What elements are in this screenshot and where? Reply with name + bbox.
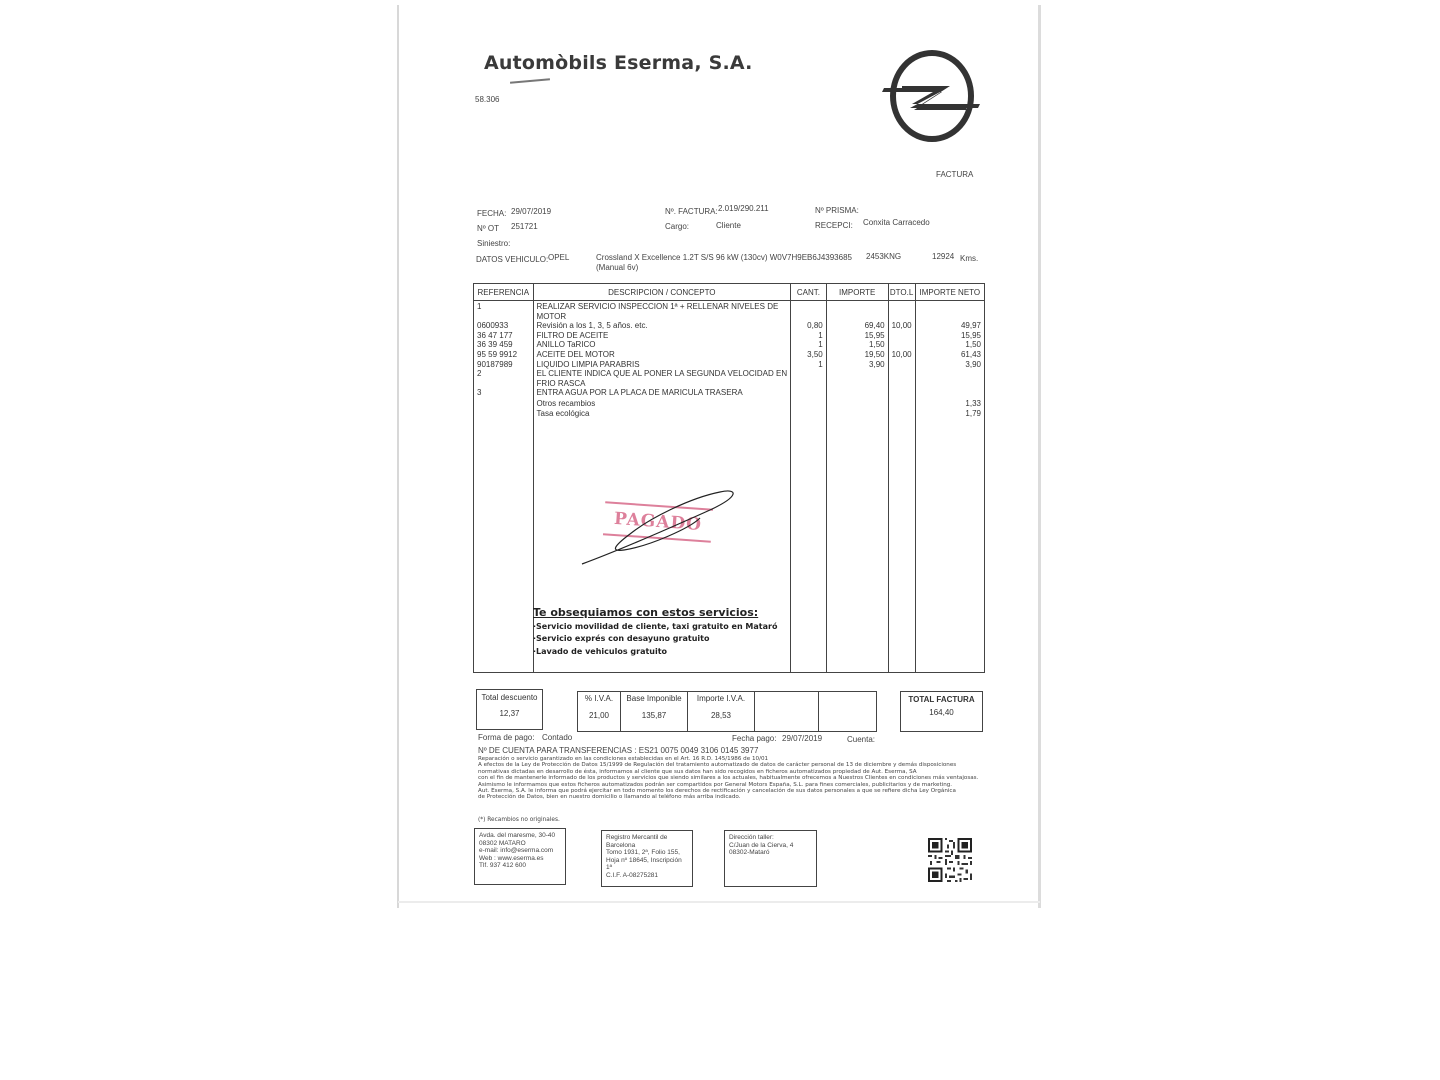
kms-label: Kms. bbox=[960, 254, 979, 263]
cell-desc: ANILLO TaRICO bbox=[536, 340, 596, 350]
fecha-pago-value: 29/07/2019 bbox=[782, 734, 823, 743]
cell-dto bbox=[892, 302, 912, 312]
cell-neto: 1,79 bbox=[965, 408, 981, 418]
cell-desc: ACEITE DEL MOTOR bbox=[536, 349, 615, 359]
cell-neto: 49,97 bbox=[960, 321, 981, 331]
registry-line: Tomo 1931, 2ª, Folio 155, bbox=[606, 849, 680, 857]
cargo-label: Cargo: bbox=[665, 222, 690, 231]
cell-desc: MOTOR bbox=[536, 311, 567, 321]
company-name: Automòbils Eserma, S.A. bbox=[484, 52, 753, 74]
cell-importe: 1,50 bbox=[869, 340, 885, 350]
base-label: Base Imponible bbox=[626, 694, 682, 703]
col-dto: DTO.L bbox=[888, 284, 915, 301]
cell-neto bbox=[919, 379, 981, 389]
iva-box bbox=[577, 691, 877, 732]
cell-desc: FILTRO DE ACEITE bbox=[536, 330, 609, 340]
cell-desc: Tasa ecológica bbox=[536, 408, 590, 418]
total-descuento-value: 12,37 bbox=[499, 709, 520, 718]
cell-ref bbox=[477, 409, 530, 419]
cell-dto bbox=[892, 312, 912, 322]
page-edge-left bbox=[397, 5, 399, 908]
cell-desc: Otros recambios bbox=[536, 398, 596, 408]
promo-item: ·Servicio movilidad de cliente, taxi gratuito en Mataró bbox=[533, 622, 778, 631]
cell-ref: 36 39 459 bbox=[477, 340, 513, 350]
cell-ref: 2 bbox=[477, 369, 482, 379]
vehiculo-label: DATOS VEHICULO: bbox=[476, 255, 549, 264]
iva-importe-cell bbox=[688, 692, 755, 731]
cell-ref: 90187989 bbox=[477, 359, 513, 369]
cell-ref bbox=[477, 312, 530, 322]
cell-ref: 1 bbox=[477, 302, 482, 311]
siniestro-label: Siniestro: bbox=[477, 239, 511, 248]
promo-item: ·Servicio exprés con desayuno gratuito bbox=[533, 634, 710, 643]
address-line: Avda. del maresme, 30-40 bbox=[479, 832, 556, 839]
cell-cant bbox=[794, 302, 823, 312]
legal-line: normativas dictadas en desarrollo de ésta, informamos al cliente que sus datos han sido recogidos en ficheros automatizados propiedad de Aut. Eserma, SA bbox=[478, 768, 917, 775]
cell-desc: LIQUIDO LIMPIA PARABRIS bbox=[536, 359, 640, 369]
total-factura-value: 164,40 bbox=[929, 708, 954, 717]
registry-line: Hoja nº 18645, Inscripción 1ª bbox=[606, 856, 682, 872]
cell-dto: 10,00 bbox=[891, 349, 912, 359]
vehiculo-marca: OPEL bbox=[548, 253, 570, 262]
fecha-value: 29/07/2019 bbox=[511, 207, 552, 216]
address-line: 08302 MATARO bbox=[479, 839, 526, 847]
cell-cant: 3,50 bbox=[807, 349, 823, 359]
paid-stamp: PAGADO bbox=[603, 501, 713, 542]
cell-desc: EL CLIENTE INDICA QUE AL PONER LA SEGUNDA VELOCIDAD EN bbox=[536, 369, 788, 379]
cell-neto: 61,43 bbox=[960, 349, 981, 359]
recambios-note: (*) Recambios no originales. bbox=[478, 817, 560, 823]
fecha-label: FECHA: bbox=[477, 209, 507, 218]
vehiculo-kms: 12924 bbox=[932, 252, 955, 261]
empty-cell bbox=[755, 692, 819, 731]
fecha-pago-label: Fecha pago: bbox=[732, 734, 777, 743]
neto-column bbox=[915, 301, 984, 673]
recepci-value: Conxita Carracedo bbox=[863, 218, 930, 227]
legal-line: Asimismo le informamos que estos ficheros automatizados podrán ser compartidos por General Motors España, S.L. para fines comerciales, publicitarios y de marketing. bbox=[478, 781, 953, 788]
total-descuento-label: Total descuento bbox=[481, 693, 538, 702]
cuenta-label: Cuenta: bbox=[847, 735, 876, 744]
legal-line: Reparación o servicio garantizado en las condiciones establecidas en el Art. 16 R.D. 145/1986 de 10/01 bbox=[478, 756, 769, 762]
dto-column bbox=[888, 301, 915, 673]
cell-neto: 1,50 bbox=[965, 340, 981, 350]
cell-ref: 3 bbox=[477, 388, 482, 398]
vehiculo-transmision: (Manual 6v) bbox=[596, 263, 639, 272]
vehiculo-modelo: Crossland X Excellence 1.2T S/S 96 kW (130cv) W0V7H9EB6J4393685 bbox=[596, 253, 852, 262]
ot-label: Nº OT bbox=[477, 224, 500, 233]
footer-workshop bbox=[724, 830, 817, 887]
phone: Tlf. 937 412 600 bbox=[479, 862, 526, 870]
cell-importe: 19,50 bbox=[864, 349, 885, 359]
promo-title: Te obsequiamos con estos servicios: bbox=[533, 606, 759, 619]
cell-neto: 3,90 bbox=[965, 359, 981, 369]
signature-icon bbox=[580, 488, 740, 568]
registry-line: C.I.F. A-08275281 bbox=[606, 871, 659, 879]
cell-cant: 1 bbox=[818, 340, 823, 350]
legal-line: Aut. Eserma, S.A. le informa que podrá ejercitar en todo momento los derechos de rectificación y cancelación de sus datos personales a que se refiere dicha Ley Orgánica bbox=[478, 788, 956, 795]
cell-ref bbox=[477, 379, 530, 389]
legal-line: A efectos de la Ley de Protección de Datos 15/1999 de Regulación del tratamiento automatizado de datos de carácter personal de 13 de diciembre y demás disposiciones bbox=[478, 762, 957, 769]
total-factura-label: TOTAL FACTURA bbox=[908, 695, 975, 704]
opel-logo-icon bbox=[882, 48, 982, 144]
total-descuento-box bbox=[476, 689, 543, 730]
legal-text bbox=[478, 756, 988, 801]
qr-code-icon bbox=[928, 838, 972, 882]
cargo-value: Cliente bbox=[716, 221, 741, 230]
cell-importe bbox=[830, 302, 885, 312]
workshop-line: Dirección taller: bbox=[729, 834, 774, 841]
cell-cant: 0,80 bbox=[807, 321, 823, 331]
cell-neto: 1,33 bbox=[965, 398, 981, 408]
cell-dto bbox=[892, 331, 912, 341]
doc-code: 58.306 bbox=[475, 95, 500, 104]
col-cant: CANT. bbox=[791, 284, 827, 301]
cell-importe: 3,90 bbox=[869, 359, 885, 369]
promo-item: ·Lavado de vehiculos gratuito bbox=[533, 647, 668, 656]
cant-column bbox=[791, 301, 827, 673]
cell-importe: 15,95 bbox=[864, 330, 885, 340]
web-link[interactable]: Web : www.eserma.es bbox=[479, 854, 544, 862]
cell-neto: 15,95 bbox=[960, 330, 981, 340]
forma-pago-label: Forma de pago: bbox=[478, 733, 535, 742]
page-edge-bottom bbox=[398, 901, 1040, 903]
legal-line: con el fin de mantenerle informado de los productos y servicios que siendo similares a los actuales, habitualmente ofrecemos a Nuestros Clientes en condiciones más ventajosas. bbox=[478, 775, 979, 782]
cell-ref: 95 59 9912 bbox=[477, 349, 518, 359]
footer-registry bbox=[601, 830, 693, 887]
iva-pct-cell bbox=[578, 692, 621, 731]
cell-cant: 1 bbox=[818, 330, 823, 340]
referencia-column bbox=[474, 301, 534, 673]
cell-importe bbox=[830, 312, 885, 322]
factura-value: 2.019/290.211 bbox=[718, 204, 769, 213]
cell-neto bbox=[919, 302, 981, 312]
col-referencia: REFERENCIA bbox=[474, 284, 534, 301]
iva-pct-label: % I.V.A. bbox=[584, 694, 614, 703]
registry-line: Registro Mercantil de Barcelona bbox=[606, 834, 668, 849]
base-value: 135,87 bbox=[641, 711, 667, 720]
cell-ref: 0600933 bbox=[477, 321, 509, 331]
cell-dto: 10,00 bbox=[891, 321, 912, 331]
table-header-row bbox=[474, 284, 985, 301]
empty-cell bbox=[819, 692, 876, 731]
prisma-label: Nº PRISMA: bbox=[815, 206, 859, 215]
cell-neto bbox=[919, 388, 981, 398]
cell-desc: REALIZAR SERVICIO INSPECCION 1ª + RELLENAR NIVELES DE bbox=[536, 302, 779, 311]
cell-neto bbox=[919, 369, 981, 379]
cell-neto bbox=[919, 312, 981, 322]
forma-pago-value: Contado bbox=[542, 733, 573, 742]
col-descripcion: DESCRIPCION / CONCEPTO bbox=[533, 284, 791, 301]
cell-importe: 69,40 bbox=[864, 321, 885, 331]
recepci-label: RECEPCI: bbox=[815, 221, 853, 230]
col-importe: IMPORTE bbox=[826, 284, 888, 301]
footer-address bbox=[474, 828, 566, 885]
cell-desc: FRIO RASCA bbox=[536, 378, 586, 388]
cell-desc: Revisión a los 1, 3, 5 años. etc. bbox=[536, 321, 648, 331]
iva-importe-value: 28,53 bbox=[710, 711, 732, 720]
total-factura-box bbox=[900, 691, 983, 732]
cell-cant bbox=[794, 312, 823, 322]
vehiculo-matricula: 2453KNG bbox=[866, 252, 902, 261]
workshop-line: 08302-Mataró bbox=[729, 849, 770, 857]
ot-value: 251721 bbox=[511, 222, 538, 231]
legal-line: de Protección de Datos, bien en nuestro domicilio o llamando al teléfono más arriba indicado. bbox=[478, 794, 741, 801]
cell-desc: ENTRA AGUA POR LA PLACA DE MARICULA TRASERA bbox=[536, 388, 743, 398]
iva-pct-value: 21,00 bbox=[588, 711, 610, 720]
email-link[interactable]: e-mail: info@eserma.com bbox=[479, 847, 554, 855]
cell-cant: 1 bbox=[818, 359, 823, 369]
doc-type: FACTURA bbox=[936, 170, 974, 179]
workshop-line: C/Juan de la Cierva, 4 bbox=[729, 841, 794, 849]
page-edge-right bbox=[1038, 5, 1041, 908]
importe-column bbox=[826, 301, 888, 673]
cell-ref: 36 47 177 bbox=[477, 330, 513, 340]
factura-label: Nº. FACTURA: bbox=[665, 207, 718, 216]
pen-mark bbox=[510, 78, 550, 83]
iva-importe-label: Importe I.V.A. bbox=[696, 694, 746, 703]
transfer-account: Nº DE CUENTA PARA TRANSFERENCIAS : ES21 0075 0049 3106 0145 3977 bbox=[478, 746, 759, 755]
cell-ref bbox=[477, 399, 530, 409]
base-cell bbox=[621, 692, 688, 731]
col-importe-neto: IMPORTE NETO bbox=[915, 284, 984, 301]
cell-dto bbox=[892, 340, 912, 350]
cell-dto bbox=[892, 360, 912, 370]
